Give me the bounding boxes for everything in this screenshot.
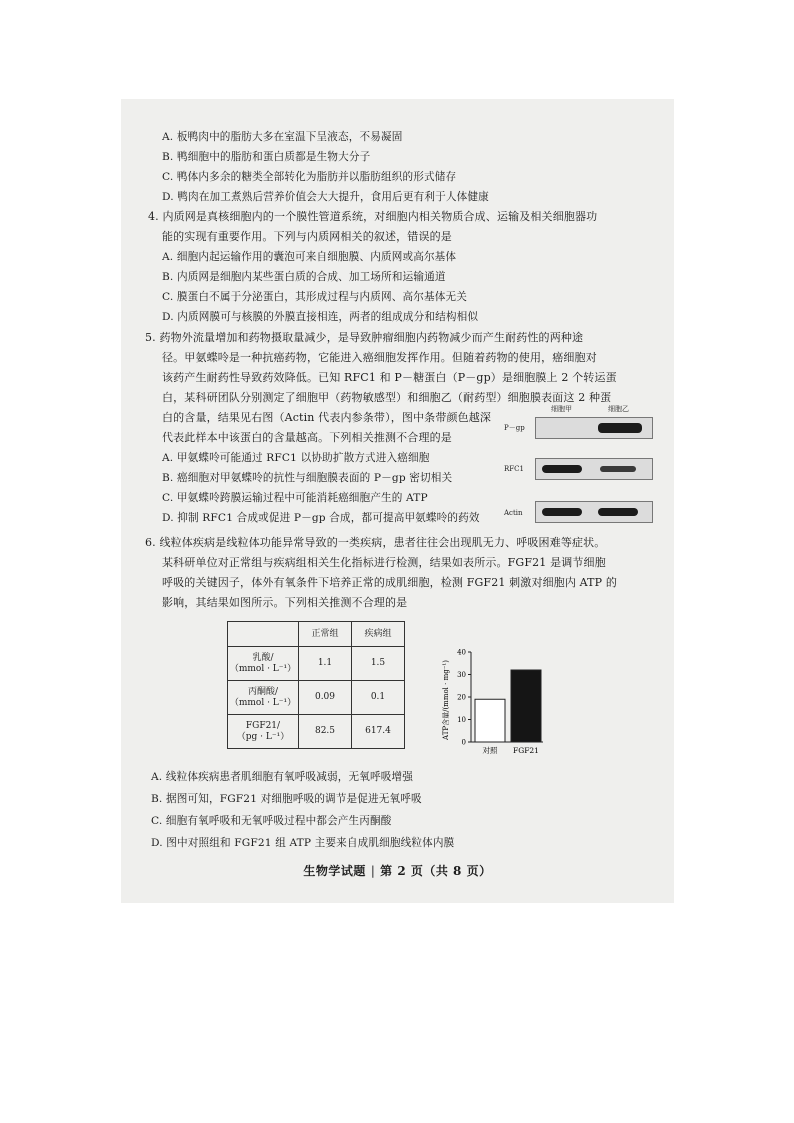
blot-band-actin-cell-b (598, 508, 638, 516)
q3-option-a: A. 板鸭肉中的脂肪大多在室温下呈液态，不易凝固 (162, 131, 403, 143)
blot-band-rfc1-cell-a (542, 465, 582, 473)
q5-option-b: B. 癌细胞对甲氨蝶呤的抗性与细胞膜表面的 P－gp 密切相关 (162, 472, 453, 484)
q6-option-a: A. 线粒体疾病患者肌细胞有氧呼吸减弱，无氧呼吸增强 (151, 771, 413, 783)
blot-row-label-pgp: P－gp (504, 424, 525, 432)
q4-option-d: D. 内质网膜可与核膜的外膜直接相连，两者的组成成分和结构相似 (162, 311, 479, 323)
chart-y-tick-label: 30 (457, 671, 466, 679)
cell-fgf21-disease: 617.4 (352, 715, 405, 749)
cell-pyruvate-normal: 0.09 (299, 681, 352, 715)
chart-x-tick-label: FGF21 (513, 746, 539, 755)
q5-option-d: D. 抑制 RFC1 合成或促进 P－gp 合成，都可提高甲氨蝶呤的药效 (162, 512, 480, 524)
q6-option-c: C. 细胞有氧呼吸和无氧呼吸过程中都会产生丙酮酸 (151, 815, 392, 827)
chart-y-tick-label: 40 (457, 648, 466, 657)
cell-fgf21-normal: 82.5 (299, 715, 352, 749)
blot-row-label-rfc1: RFC1 (504, 465, 524, 473)
footer-subject: 生物学试题 (303, 864, 366, 878)
blot-band-actin-cell-a (542, 508, 582, 516)
row-header-lactate: 乳酸/ （mmol · L⁻¹） (228, 647, 299, 681)
q4-option-a: A. 细胞内起运输作用的囊泡可来自细胞膜、内质网或高尔基体 (162, 251, 457, 263)
q5-option-c: C. 甲氨蝶呤跨膜运输过程中可能消耗癌细胞产生的 ATP (162, 492, 428, 504)
cell-lactate-disease: 1.5 (352, 647, 405, 681)
footer-separator: | (370, 864, 381, 878)
cell-lactate-normal: 1.1 (299, 647, 352, 681)
blot-label-cell-a: 细胞甲 (551, 405, 572, 413)
cell-pyruvate-disease: 0.1 (352, 681, 405, 715)
q5-stem-line-1: 5. 药物外流量增加和药物摄取量减少，是导致肿瘤细胞内药物减少而产生耐药性的两种途 (145, 331, 584, 344)
table-header-disease: 疾病组 (352, 622, 405, 647)
q5-stem-line-4: 白，某科研团队分别测定了细胞甲（药物敏感型）和细胞乙（耐药型）细胞膜表面这 2 种蛋 (162, 391, 612, 404)
q6-stem-line-4: 影响，其结果如图所示。下列相关推测不合理的是 (162, 596, 408, 609)
q6-option-d: D. 图中对照组和 FGF21 组 ATP 主要来自成肌细胞线粒体内膜 (151, 837, 455, 849)
blot-strip-actin (535, 501, 653, 523)
q5-stem-line-5: 白的含量，结果见右图（Actin 代表内参条带），图中条带颜色越深 (162, 411, 492, 424)
chart-y-tick-label: 10 (457, 716, 466, 724)
q3-option-c: C. 鸭体内多余的糖类全部转化为脂肪并以脂肪组织的形式储存 (162, 171, 457, 183)
q5-stem-line-2: 径。甲氨蝶呤是一种抗癌药物，它能进入癌细胞发挥作用。但随着药物的使用，癌细胞对 (162, 351, 597, 364)
q4-option-c: C. 膜蛋白不属于分泌蛋白，其形成过程与内质网、高尔基体无关 (162, 291, 467, 303)
q6-stem-line-1: 6. 线粒体疾病是线粒体功能异常导致的一类疾病，患者往往会出现肌无力、呼吸困难等症状。 (145, 536, 606, 549)
chart-y-tick-label: 0 (461, 738, 466, 747)
table-row (228, 681, 405, 715)
q5-stem-line-6: 代表此样本中该蛋白的含量越高。下列相关推测不合理的是 (162, 431, 452, 444)
chart-bar (475, 699, 505, 742)
blot-strip-rfc1 (535, 458, 653, 480)
q6-stem-line-2: 某科研单位对正常组与疾病组相关生化指标进行检测，结果如表所示。FGF21 是调节细胞 (162, 556, 606, 569)
table-corner-cell (228, 622, 299, 647)
chart-x-tick-label: 对照 (482, 746, 498, 755)
q4-stem-line-1: 4. 内质网是真核细胞内的一个膜性管道系统，对细胞内相关物质合成、运输及相关细胞器功 (148, 210, 598, 223)
q6-stem-line-3: 呼吸的关键因子，体外有氧条件下培养正常的成肌细胞，检测 FGF21 刺激对细胞内 ATP 的 (162, 576, 618, 589)
blot-band-rfc1-cell-b (600, 466, 636, 472)
q5-stem-line-3: 该药产生耐药性导致药效降低。已知 RFC1 和 P－糖蛋白（P－gp）是细胞膜上 2 个转运蛋 (162, 371, 617, 384)
exam-page (121, 99, 674, 903)
page-footer (121, 862, 674, 879)
chart-y-tick-label: 20 (457, 693, 466, 702)
table-row (228, 647, 405, 681)
q4-option-b: B. 内质网是细胞内某些蛋白质的合成、加工场所和运输通道 (162, 271, 446, 283)
blot-band-pgp-cell-b (598, 423, 642, 433)
blot-row-label-actin: Actin (504, 509, 523, 517)
western-blot-figure (504, 405, 654, 530)
row-header-pyruvate: 丙酮酸/ （mmol · L⁻¹） (228, 681, 299, 715)
table-header-normal: 正常组 (299, 622, 352, 647)
chart-bar (511, 670, 541, 742)
footer-page-number: 第 2 页（共 8 页） (380, 864, 492, 878)
table-row (228, 715, 405, 749)
row-header-fgf21: FGF21/ （pg · L⁻¹） (228, 715, 299, 749)
q3-option-d: D. 鸭肉在加工煮熟后营养价值会大大提升，食用后更有利于人体健康 (162, 191, 489, 203)
q4-stem-line-2: 能的实现有重要作用。下列与内质网相关的叙述，错误的是 (162, 230, 452, 243)
chart-y-axis-label: ATP含量/(mmol · mg⁻¹) (442, 660, 450, 740)
blot-strip-pgp (535, 417, 653, 439)
q6-option-b: B. 据图可知，FGF21 对细胞呼吸的调节是促进无氧呼吸 (151, 793, 422, 805)
atp-bar-chart (439, 645, 549, 765)
biochem-table (227, 621, 405, 749)
blot-label-cell-b: 细胞乙 (608, 405, 629, 413)
q3-option-b: B. 鸭细胞中的脂肪和蛋白质都是生物大分子 (162, 151, 371, 163)
q5-option-a: A. 甲氨蝶呤可能通过 RFC1 以协助扩散方式进入癌细胞 (162, 452, 430, 464)
